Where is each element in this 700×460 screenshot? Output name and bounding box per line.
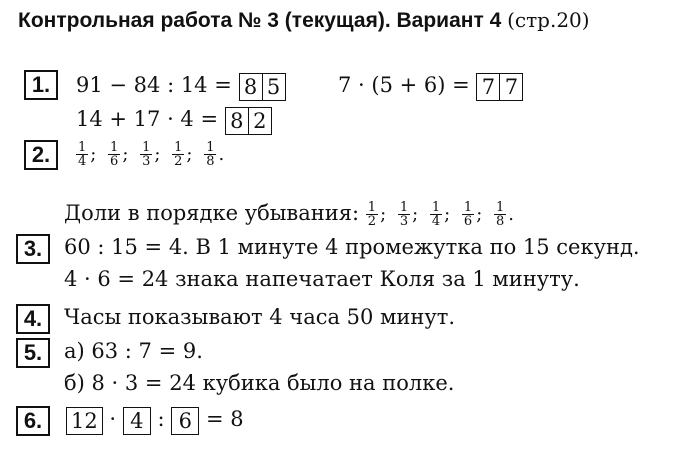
expr-text: 91 − 84 : 14 = (76, 73, 232, 97)
expr-text: 7 · (5 + 6) = (338, 73, 470, 97)
task3-line-2: 4 · 6 = 24 знака напечатает Коля за 1 минуту. (64, 267, 580, 291)
answer-box: 12 (66, 407, 103, 435)
answer-box: 8 5 (239, 73, 286, 101)
task1-expression-1 (76, 70, 286, 101)
answer-box: 7 7 (476, 73, 523, 101)
task2-descending: Доли в порядке убывания: $\frac{1}{2}$ ; $\frac{1}{3}$ ; $\frac{1}{4}$ ; $\frac{1}{6}$ ; $\frac{1}{8}$ . (64, 200, 514, 229)
fraction: $\frac{1}{8}$ (495, 200, 505, 229)
operator: : (157, 407, 165, 431)
task-number-3: 3. (16, 234, 50, 264)
fraction: $\frac{1}{8}$ (206, 140, 215, 169)
task-number-4: 4. (16, 304, 50, 334)
task5-line-b: б) 8 · 3 = 24 кубика было на полке. (64, 371, 455, 395)
fraction: $\frac{1}{4}$ (431, 200, 441, 229)
fraction: $\frac{1}{3}$ (399, 200, 409, 229)
task5-line-a: а) 63 : 7 = 9. (64, 339, 203, 363)
expr-text: 14 + 17 · 4 = (76, 107, 219, 131)
task1-expression-3 (76, 104, 272, 135)
task3-line-1: 60 : 15 = 4. В 1 минуте 4 промежутка по 15 секунд. (64, 235, 640, 259)
page-reference: (стр.20) (507, 8, 590, 32)
fraction: $\frac{1}{2}$ (174, 140, 183, 169)
answer-box: 6 (171, 407, 199, 435)
task-number-1: 1. (24, 70, 58, 100)
result-text: = 8 (205, 407, 244, 431)
task6-expression (66, 404, 244, 435)
task4-line: Часы показывают 4 часа 50 минут. (64, 305, 456, 329)
fraction: $\frac{1}{3}$ (142, 140, 151, 169)
answer-box: 4 (123, 407, 151, 435)
fraction: $\frac{1}{4}$ (78, 140, 87, 169)
fraction: $\frac{1}{2}$ (367, 200, 377, 229)
task-number-6: 6. (16, 406, 50, 436)
descending-label: Доли в порядке убывания: (64, 201, 360, 225)
answer-box: 8 2 (225, 107, 272, 135)
fraction: $\frac{1}{6}$ (463, 200, 473, 229)
task2-fractions: $\frac{1}{4}$ ; $\frac{1}{6}$ ; $\frac{1}{3}$ ; $\frac{1}{2}$ ; $\frac{1}{8}$ . (78, 140, 225, 169)
operator: · (109, 407, 117, 431)
task-number-5: 5. (16, 338, 50, 368)
fraction: $\frac{1}{6}$ (110, 140, 119, 169)
task1-expression-2 (338, 70, 523, 101)
title-main: Контрольная работа № 3 (текущая). Вариант 4 (18, 9, 502, 32)
page-title (18, 8, 590, 33)
task-number-2: 2. (24, 140, 58, 170)
